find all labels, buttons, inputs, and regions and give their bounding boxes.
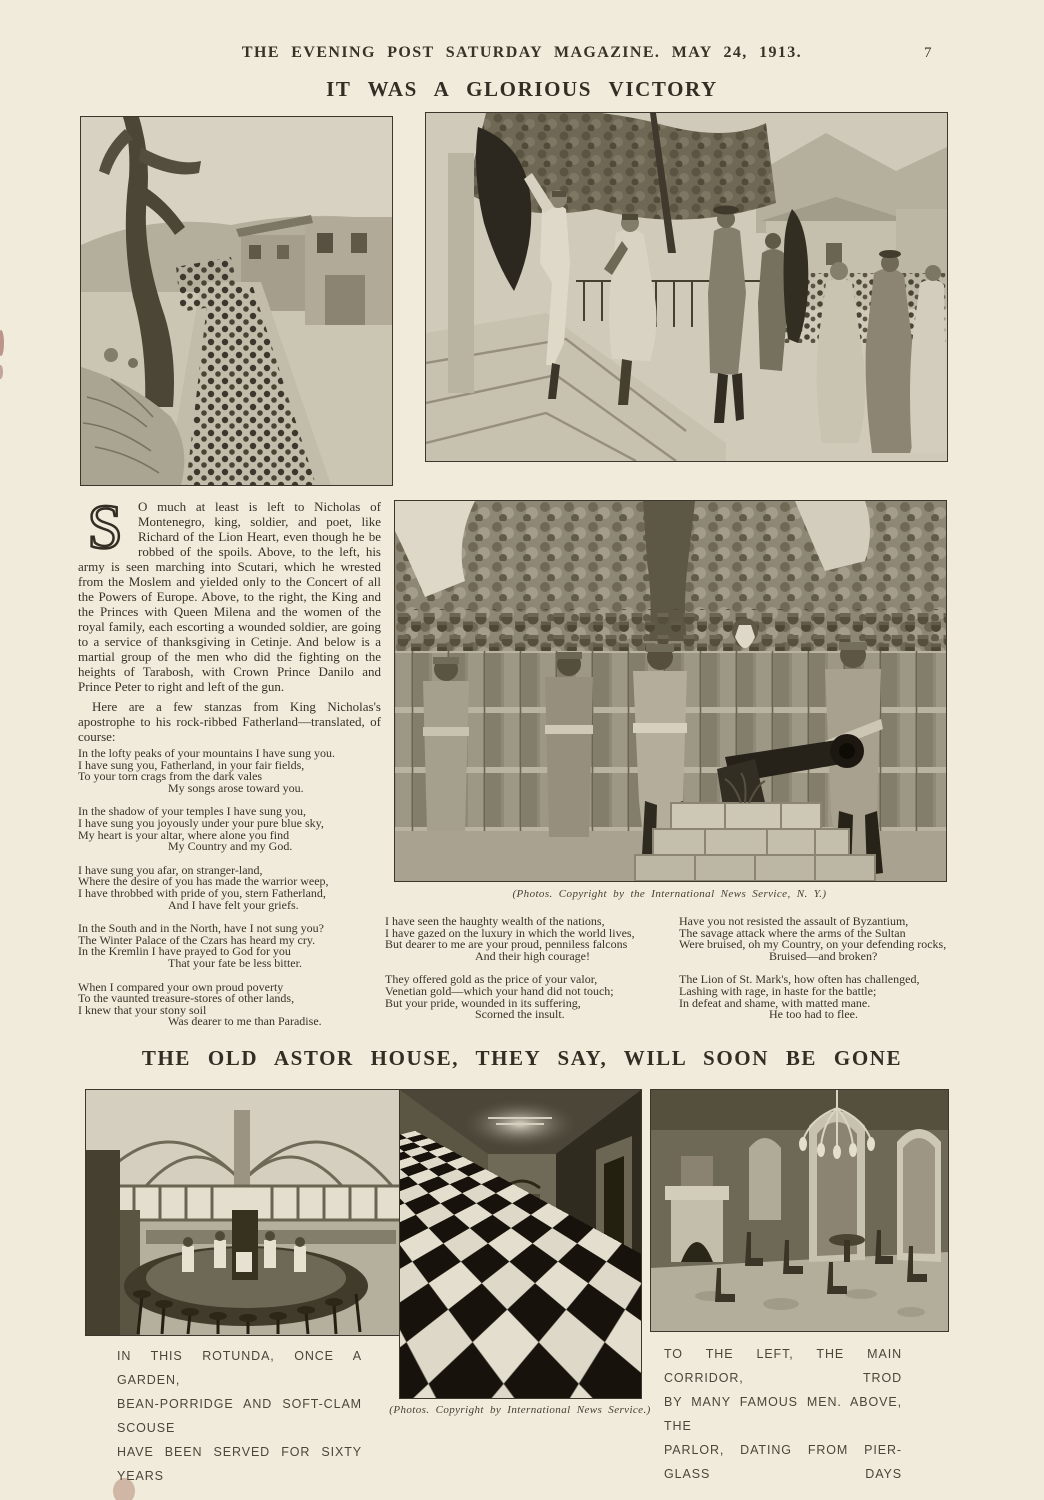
tarabosh-group-photo — [394, 500, 947, 882]
stanza-8: Have you not resisted the assault of Byzantium, The savage attack where the arms of the Sultan Were bruised, oh my Country, on your defending rocks, Bruised—and broken? — [679, 914, 947, 963]
intro-paragraph-2: Here are a few stanzas from King Nicholas's apostrophe to his rock-ribbed Fatherland—translated, of course: — [78, 699, 381, 744]
page-edge-stain — [0, 365, 3, 379]
parlor-caption: TO THE LEFT, THE MAIN CORRIDOR, TROD BY MANY FAMOUS MEN. ABOVE, THE PARLOR, DATING FROM PIER-GLASS DAYS — [664, 1347, 902, 1481]
stanza-4: In the South and in the North, have I not sung you? The Winter Palace of the Czars has heard my cry. In the Kremlin I have prayed to God for you That your fate be less bitter. — [78, 921, 324, 970]
royal-procession-photo — [425, 112, 948, 462]
parlor-illustration — [651, 1090, 948, 1331]
corridor-photo — [399, 1089, 642, 1399]
stanza-3: I have sung you afar, on stranger-land, Where the desire of you has made the warrior weep, I have throbbed with pride of you, stern Fatherland, And I have felt your griefs. — [78, 862, 329, 912]
scutari-march-illustration — [81, 117, 392, 485]
rotunda-illustration — [86, 1090, 399, 1335]
page-edge-stain — [0, 330, 4, 356]
tarabosh-group-illustration — [395, 501, 946, 881]
astor-photo-caption: (Photos. Copyright by International News Service.) — [389, 1404, 651, 1416]
parlor-photo — [650, 1089, 949, 1332]
masthead-title: THE EVENING POST SATURDAY MAGAZINE. MAY 24, 1913. — [241, 44, 803, 61]
stanza-2: In the shadow of your temples I have sung you, I have sung you joyously under your pure blue sky, My heart is your altar, where alone you find My Country and my God. — [78, 804, 324, 854]
page-number: 7 — [924, 45, 932, 61]
drop-cap: S — [87, 491, 123, 562]
stanza-1: In the lofty peaks of your mountains I have sung you. I have sung you, Fatherland, in your fair fields, To your torn crags from the dark vales My songs arose toward you. — [78, 746, 335, 795]
royal-procession-illustration — [426, 113, 947, 461]
astor-article-title: THE OLD ASTOR HOUSE, THEY SAY, WILL SOON BE GONE — [141, 1046, 903, 1070]
poem-column-left — [78, 748, 383, 1040]
stanza-9: The Lion of St. Mark's, how often has challenged, Lashing with rage, in haste for the battle; In defeat and shame, with matted mane. He too had to flee. — [679, 972, 920, 1022]
stanza-7: They offered gold as the price of your valor, Venetian gold—which your hand did not touch; But your pride, wounded in its suffering, Scorned the insult. — [385, 972, 614, 1022]
rotunda-caption: IN THIS ROTUNDA, ONCE A GARDEN, BEAN-PORRIDGE AND SOFT-CLAM SCOUSE HAVE BEEN SERVED FOR SIXTY YEARS — [117, 1349, 362, 1483]
scutari-march-photo — [80, 116, 393, 486]
stanza-5: When I compared your own proud poverty To the vaunted treasure-stores of other lands, I knew that your stony soil Was dearer to me than Paradise. — [78, 979, 322, 1029]
poem-column-middle — [385, 916, 677, 1033]
poem-column-right — [679, 916, 969, 1033]
intro-paragraph-1: O much at least is left to Nicholas of Montenegro, king, soldier, and poet, like Richard of the Lion Heart, even though he be robbed of the spoils. Above, to the left, his army is seen marching into Scutari, which he wrested from the Moslem and yielded only to the Concert of all the Powers of Europe. Above, to the right, the King and the Princes with Queen Milena and the women of the royal family, each escorting a wounded soldier, are going to a service of thanksgiving in Cetinje. And below is a martial group of the men who did the fighting on the heights of Tarabosh, with Crown Prince Danilo and Prince Peter to right and left of the gun. — [78, 499, 381, 694]
martial-photo-caption: (Photos. Copyright by the International News Service, N. Y.) — [512, 888, 827, 900]
victory-article-title: IT WAS A GLORIOUS VICTORY — [326, 77, 718, 101]
stanza-6: I have seen the haughty wealth of the nations, I have gazed on the luxury in which the world lives, But dearer to me are your proud, penniless falcons And their high courage! — [385, 914, 635, 963]
rotunda-photo — [85, 1089, 400, 1336]
victory-intro-text — [78, 491, 381, 744]
